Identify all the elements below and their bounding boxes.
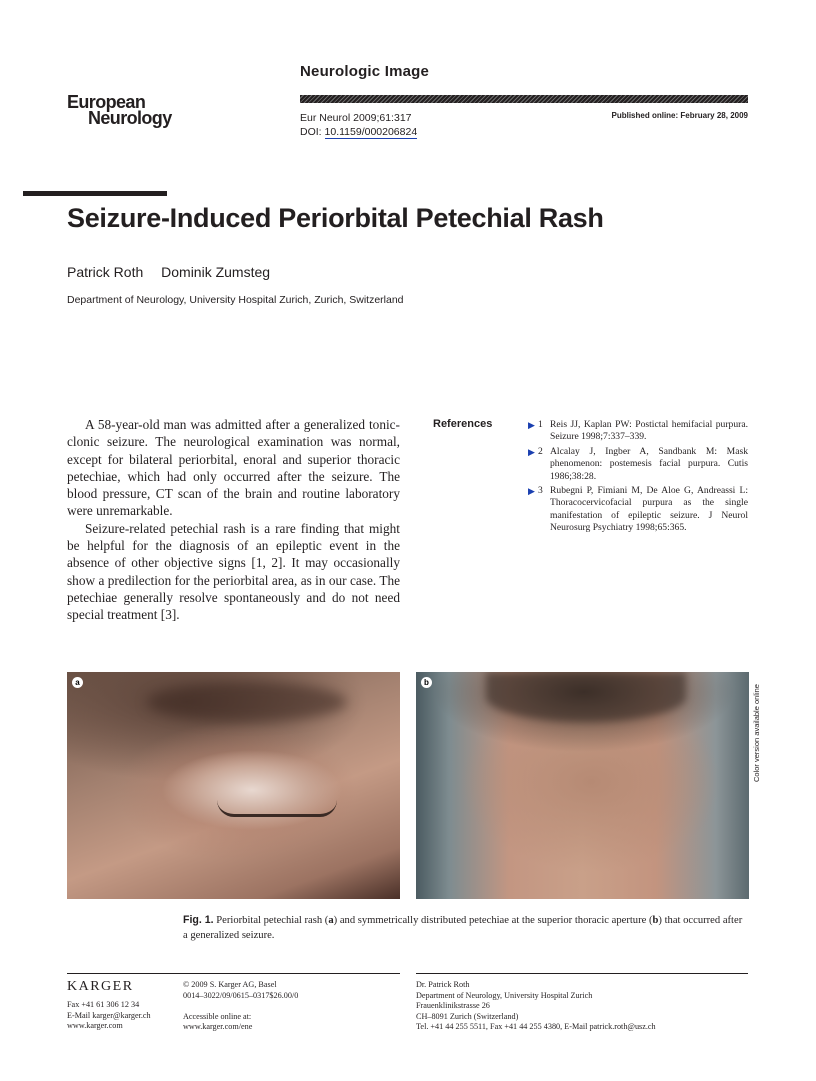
body-paragraph: Seizure-related petechial rash is a rare finding that might be helpful for the diagnosis of an epileptic event in the absence of other objective signs [1, 2]. It may occasionally show a predilection for the periorbital area, as in our case. The petechiae generally resolve spontaneously and do not need special treatment [3]. — [67, 520, 400, 623]
doi-line — [300, 125, 417, 139]
panel-label-a: a — [72, 677, 83, 688]
corr-street: Frauenklinikstrasse 26 — [416, 1001, 490, 1010]
citation-block — [300, 111, 417, 139]
access-url[interactable]: www.karger.com/ene — [183, 1022, 253, 1031]
access-label: Accessible online at: — [183, 1011, 252, 1021]
published-date: Published online: February 28, 2009 — [611, 111, 748, 120]
reference-text: Alcalay J, Ingber A, Sandbank M: Mask phenomenon: postemesis facial purpura. Cutis 1986;38:28. — [550, 445, 748, 482]
corr-city: CH–8091 Zurich (Switzerland) — [416, 1011, 519, 1021]
correspondence-block — [416, 980, 656, 1033]
caption-text: ) that occurred after a generalized seizure. — [183, 915, 743, 941]
figure-caption — [183, 913, 748, 943]
publisher-website[interactable]: www.karger.com — [67, 1021, 123, 1030]
article-title: Seizure-Induced Periorbital Petechial Rash — [67, 203, 604, 233]
journal-logo-line1: European — [67, 92, 146, 112]
reference-arrow-icon[interactable]: ▶ — [528, 486, 535, 497]
issn: 0014–3022/09/0615–0317$26.00/0 — [183, 990, 299, 1000]
caption-text: ) and symmetrically distributed petechiae at the superior thoracic aperture ( — [333, 915, 653, 926]
reference-text: Reis JJ, Kaplan PW: Postictal hemifacial purpura. Seizure 1998;7:337–339. — [550, 419, 748, 443]
color-version-note: Color version available online — [752, 684, 761, 782]
eyebrow-shape — [147, 682, 347, 722]
reference-text: Rubegni P, Fimiani M, De Aloe G, Andreassi L: Thoracocervicofacial purpura as the single manifestation of epileptic seizure. J Neurol Neurosurg Psychiatry 1998;65:365. — [550, 485, 748, 534]
publisher-contact — [67, 1000, 151, 1032]
body-paragraph: A 58-year-old man was admitted after a generalized tonic-clonic seizure. The neurological examination was normal, except for bilateral periorbital, enoral and superior thoracic petechiae, which had only occurred after the seizure. The blood pressure, CT scan of the brain and routine laboratory were unremarkable. — [67, 417, 400, 519]
article-body — [67, 416, 400, 624]
reference-item[interactable] — [528, 446, 748, 483]
footer-rule — [67, 973, 400, 974]
jaw-shadow-shape — [486, 672, 686, 722]
caption-label: Fig. 1. — [183, 914, 214, 926]
title-rule — [23, 191, 167, 196]
author-name: Dominik Zumsteg — [161, 264, 271, 280]
figure-photo-thoracic — [416, 672, 749, 899]
caption-text: Periorbital petechial rash ( — [213, 915, 329, 926]
author-name: Patrick Roth — [67, 264, 144, 280]
footer-rule — [416, 973, 748, 974]
reference-item[interactable] — [528, 419, 748, 444]
reference-number: 3 — [538, 485, 543, 497]
doi-link[interactable]: 10.1159/000206824 — [324, 126, 418, 138]
publisher-email[interactable]: E-Mail karger@karger.ch — [67, 1010, 151, 1020]
authors — [67, 264, 270, 280]
corr-department: Department of Neurology, University Hospital Zurich — [416, 990, 593, 1000]
references-list — [528, 419, 748, 537]
caption-panel-ref: b — [652, 915, 659, 926]
reference-number: 1 — [538, 419, 543, 430]
eyelid-shape — [217, 800, 337, 817]
reference-item[interactable] — [528, 485, 748, 535]
copyright-block — [183, 980, 298, 1033]
affiliation: Department of Neurology, University Hospital Zurich, Zurich, Switzerland — [67, 294, 404, 306]
publisher-logo: KARGER — [67, 979, 134, 994]
header-hatched-rule — [300, 95, 748, 103]
citation: Eur Neurol 2009;61:317 — [300, 112, 412, 124]
figure-photo-periorbital — [67, 672, 400, 899]
reference-arrow-icon[interactable]: ▶ — [528, 446, 535, 457]
corr-contact: Tel. +41 44 255 5511, Fax +41 44 255 4380, E-Mail patrick.roth@usz.ch — [416, 1022, 656, 1031]
references-heading: References — [433, 418, 493, 430]
panel-label-b: b — [421, 677, 432, 688]
reference-arrow-icon[interactable]: ▶ — [528, 420, 535, 430]
copyright: © 2009 S. Karger AG, Basel — [183, 980, 277, 989]
journal-logo-line2: Neurology — [88, 108, 172, 128]
section-label: Neurologic Image — [300, 63, 430, 80]
journal-logo — [67, 94, 172, 126]
reference-number: 2 — [538, 445, 543, 457]
doi-label: DOI: — [300, 126, 322, 138]
publisher-fax: Fax +41 61 306 12 34 — [67, 1000, 140, 1009]
corr-name: Dr. Patrick Roth — [416, 980, 470, 989]
caption-panel-ref: a — [328, 915, 334, 926]
